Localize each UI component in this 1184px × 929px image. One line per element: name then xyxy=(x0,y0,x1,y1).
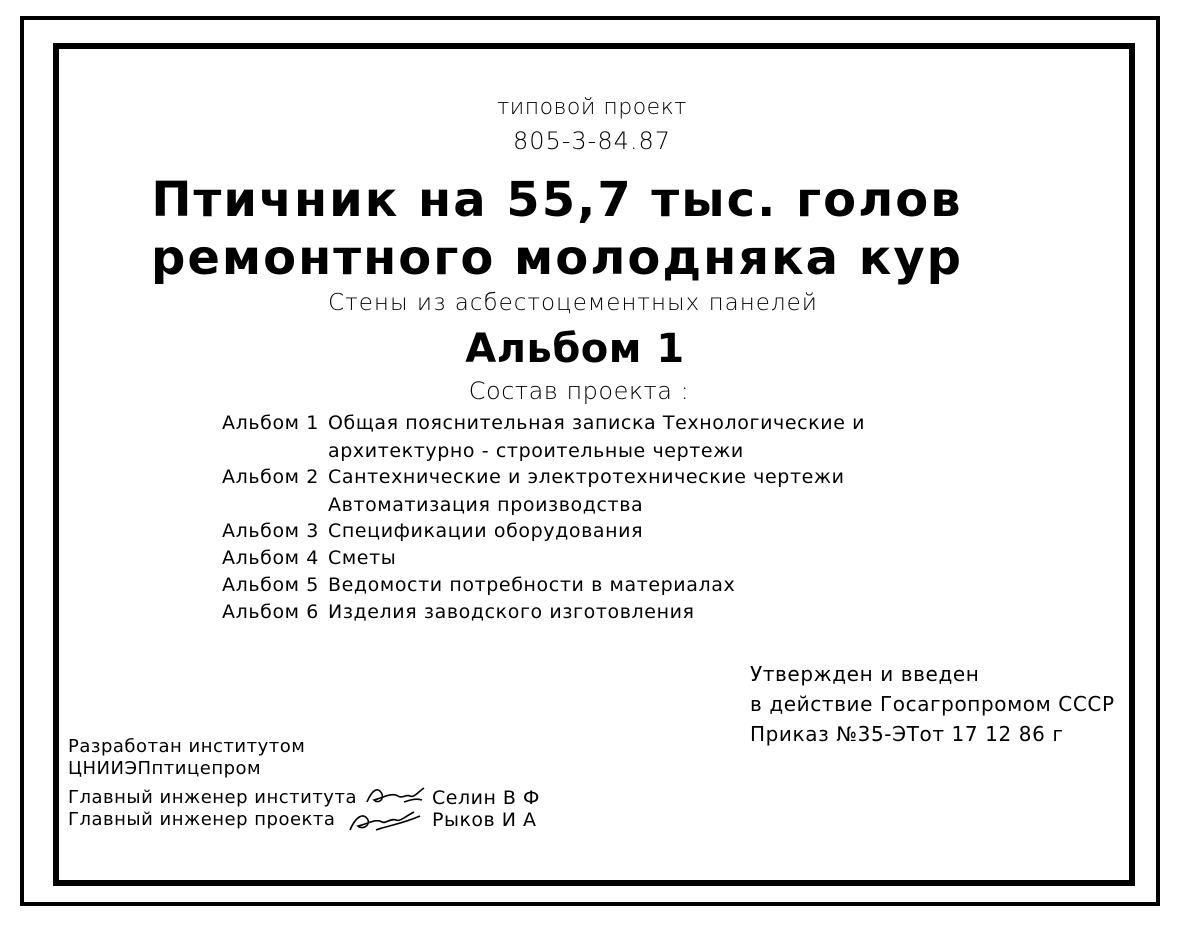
album-description: архитектурно - строительные чертежи xyxy=(328,440,744,462)
album-label: Альбом 6 xyxy=(222,601,319,623)
album-description: Сметы xyxy=(328,547,397,569)
approval-line-2: в действие Госагропромом СССР xyxy=(750,692,1115,716)
project-kind: типовой проект xyxy=(497,95,687,120)
album-description: Ведомости потребности в материалах xyxy=(328,574,736,596)
chief-project-name: Рыков И А xyxy=(432,809,537,831)
album-description: Сантехнические и электротехнические чертежи xyxy=(328,466,845,488)
subtitle: Стены из асбестоцементных панелей xyxy=(328,290,818,316)
album-label: Альбом 4 xyxy=(222,547,319,569)
album-heading: Альбом 1 xyxy=(465,326,685,372)
album-description: Изделия заводского изготовления xyxy=(328,601,695,623)
signature-2-icon xyxy=(346,806,424,836)
album-label: Альбом 1 xyxy=(222,412,319,434)
album-label: Альбом 3 xyxy=(222,520,319,542)
title-line-1: Птичник на 55,7 тыс. голов xyxy=(151,172,963,228)
project-code: 805-3-84.87 xyxy=(512,127,672,155)
album-label: Альбом 5 xyxy=(222,574,319,596)
chief-institute-label: Главный инженер института xyxy=(68,787,357,808)
album-description: Автоматизация производства xyxy=(328,494,644,516)
album-description: Общая пояснительная записка Технологические и xyxy=(328,412,866,434)
developer-line-1: Разработан институтом xyxy=(68,736,306,757)
composition-heading: Состав проекта : xyxy=(468,377,690,405)
album-label: Альбом 2 xyxy=(222,466,319,488)
approval-line-1: Утвержден и введен xyxy=(750,662,980,686)
chief-project-label: Главный инженер проекта xyxy=(68,809,336,830)
title-line-2: ремонтного молодняка кур xyxy=(150,230,963,286)
album-description: Спецификации оборудования xyxy=(328,520,644,542)
chief-institute-name: Селин В Ф xyxy=(432,787,540,809)
approval-line-3: Приказ №35-ЭТот 17 12 86 г xyxy=(750,722,1064,746)
developer-line-2: ЦНИИЭПптицепром xyxy=(68,758,262,779)
